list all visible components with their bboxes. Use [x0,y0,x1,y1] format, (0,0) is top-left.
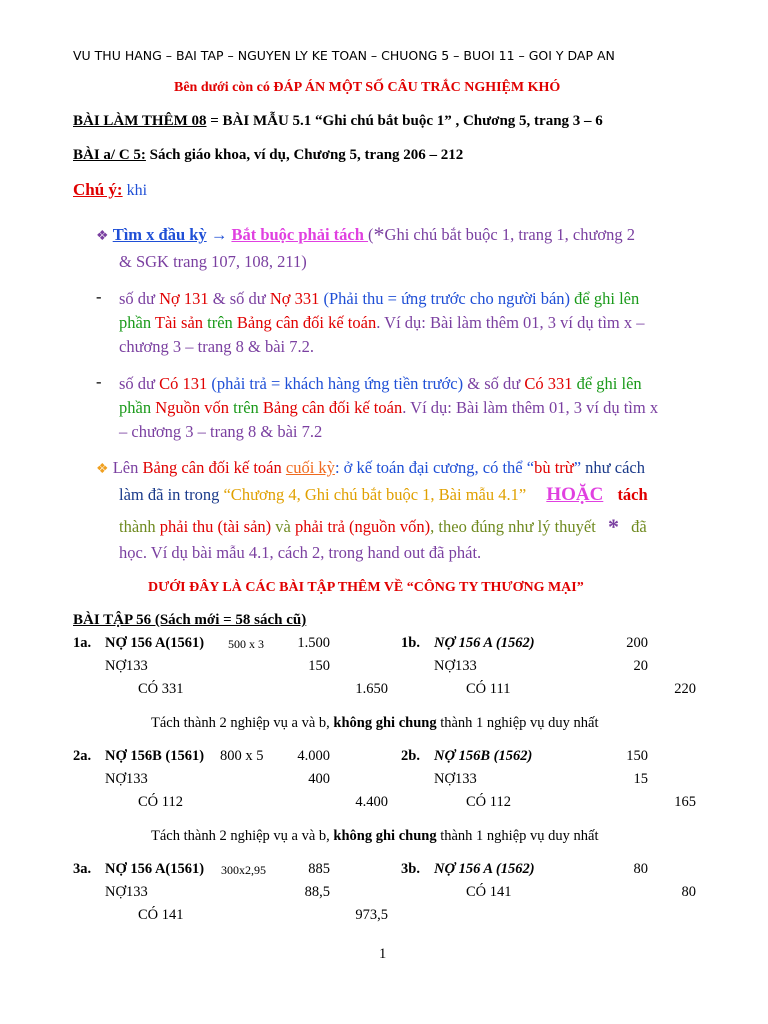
entry-1b-v1: 200 [626,635,648,651]
entry-2b-number: 2b. [401,748,420,764]
entry-3a-number: 3a. [73,861,92,877]
star-icon: * [607,514,619,539]
arrow-icon: → [206,225,232,244]
page-number: 1 [379,946,387,962]
dash-bullet-2: - [96,372,102,391]
entry-2b-debit1: NỢ 156B (1562) [434,748,533,764]
entry-2a-credit: CÓ 112 [138,794,183,810]
entry-3b-debit1: NỢ 156 A (1562) [434,861,535,877]
entry-3a-v1: 885 [308,861,330,877]
entry-2b-debit2: NỢ133 [434,771,477,787]
bat-buoc-text: Bắt buộc phải tách [231,225,369,244]
diamond-bullet-icon: ❖ [96,462,109,477]
exercise-title: BÀI TẬP 56 (Sách mới = 58 sách cũ) [73,612,307,628]
chu-y-text: khi [122,182,148,199]
star-icon: * [373,222,385,247]
entry-3b-v1: 80 [633,861,648,877]
dash2-line2: phần Nguồn vốn trên Bảng cân đối kế toán. Ví dụ: Bài làm thêm 01, 3 ví dụ tìm x [119,398,659,417]
bullet2-line4: học. Ví dụ bài mẫu 4.1, cách 2, trong hand out đã phát. [119,543,482,562]
entry-1b-number: 1b. [401,635,420,651]
bullet-tim-x-line2: & SGK trang 107, 108, 211) [119,252,307,271]
bullet2-line3: thành phải thu (tài sản) và phải trả (nguồn vốn), theo đúng như lý thuyết * đã [119,514,647,539]
bai-lam-them-text: = BÀI MẪU 5.1 “Ghi chú bắt buộc 1” , Chương 5, trang 3 – 6 [206,113,603,129]
entry-1a-v2: 150 [308,658,330,674]
tim-x-text: Tìm x đầu kỳ [112,225,207,244]
entry-2b-cv: 165 [674,794,696,810]
entry-3b-cv: 80 [681,884,696,900]
entry-3a-calc: 300x2,95 [221,863,266,877]
entry-2a-debit2: NỢ133 [105,771,148,787]
entry-1a-debit2: NỢ133 [105,658,148,674]
bullet-tim-x: ❖ Tìm x đầu kỳ → Bắt buộc phải tách (*Ghi chú bắt buộc 1, trang 1, chương 2 [96,222,635,247]
entry-1a-v1: 1.500 [297,635,330,651]
section-title: DƯỚI ĐÂY LÀ CÁC BÀI TẬP THÊM VỀ “CÔNG TY THƯƠNG MẠI” [148,580,584,595]
dash-bullet-1: - [96,287,102,306]
entry-2b-credit: CÓ 112 [466,794,511,810]
entry-1a-cv: 1.650 [355,681,388,697]
bai-a-text: Sách giáo khoa, ví dụ, Chương 5, trang 206 – 212 [145,147,464,163]
bai-lam-them-label: BÀI LÀM THÊM 08 [73,113,207,129]
entry-1a-credit: CÓ 331 [138,681,184,697]
entry-2b-v2: 15 [633,771,648,787]
entry-3a-debit1: NỢ 156 A(1561) [105,861,205,877]
entry-1b-debit1: NỢ 156 A (1562) [434,635,535,651]
entry-2a-calc: 800 x 5 [220,748,264,764]
entry-3b-credit: CÓ 141 [466,884,512,900]
entry-1a-calc: 500 x 3 [228,637,264,651]
entry-1-note: Tách thành 2 nghiệp vụ a và b, không ghi chung thành 1 nghiệp vụ duy nhất [151,715,599,731]
entry-1b-debit2: NỢ133 [434,658,477,674]
entry-1b-credit: CÓ 111 [466,681,511,697]
bullet-len-bcdkt: ❖ Lên Bảng cân đối kế toán cuối kỳ: ở kế toán đại cương, có thể “bù trừ” như cách [96,458,645,477]
bai-a-label: BÀI a/ C 5: [73,147,146,163]
entry-1a-debit1: NỢ 156 A(1561) [105,635,205,651]
entry-2a-cv: 4.400 [355,794,388,810]
entry-2b-v1: 150 [626,748,648,764]
dash2-line3: – chương 3 – trang 8 & bài 7.2 [119,422,323,441]
chu-y-label: Chú ý: [73,180,123,199]
entry-2a-v1: 4.000 [297,748,330,764]
entry-1b-cv: 220 [674,681,696,697]
dash1-line3: chương 3 – trang 8 & bài 7.2. [119,337,315,356]
entry-2a-v2: 400 [308,771,330,787]
line-bai-a [73,147,463,164]
bullet2-line2: làm đã in trong “Chương 4, Ghi chú bắt buộc 1, Bài mẫu 4.1” HOẶC tách [119,484,648,505]
dash1-line2: phần Tài sản trên Bảng cân đối kế toán. Ví dụ: Bài làm thêm 01, 3 ví dụ tìm x – [119,313,645,332]
dash2-line1: số dư Có 131 (phải trả = khách hàng ứng tiền trước) & số dư Có 331 để ghi lên [119,374,642,393]
chu-y-line [73,180,147,200]
line-bai-lam-them [73,113,603,130]
entry-3a-credit: CÓ 141 [138,907,184,923]
entry-2a-number: 2a. [73,748,92,764]
entry-3b-number: 3b. [401,861,420,877]
entry-1b-v2: 20 [633,658,648,674]
diamond-bullet-icon: ❖ [96,229,109,244]
notice-line: Bên dưới còn có ĐÁP ÁN MỘT SỐ CÂU TRẮC NGHIỆM KHÓ [174,80,561,95]
dash1-line1: số dư Nợ 131 & số dư Nợ 331 (Phải thu = ứng trước cho người bán) để ghi lên [119,289,640,308]
entry-3a-cv: 973,5 [355,907,388,923]
page-header: VU THU HANG – BAI TAP – NGUYEN LY KE TOAN – CHUONG 5 – BUOI 11 – GOI Y DAP AN [73,48,615,63]
entry-3a-debit2: NỢ133 [105,884,148,900]
entry-3a-v2: 88,5 [304,884,330,900]
entry-2-note: Tách thành 2 nghiệp vụ a và b, không ghi chung thành 1 nghiệp vụ duy nhất [151,828,599,844]
entry-1a-number: 1a. [73,635,92,651]
entry-2a-debit1: NỢ 156B (1561) [105,748,205,764]
